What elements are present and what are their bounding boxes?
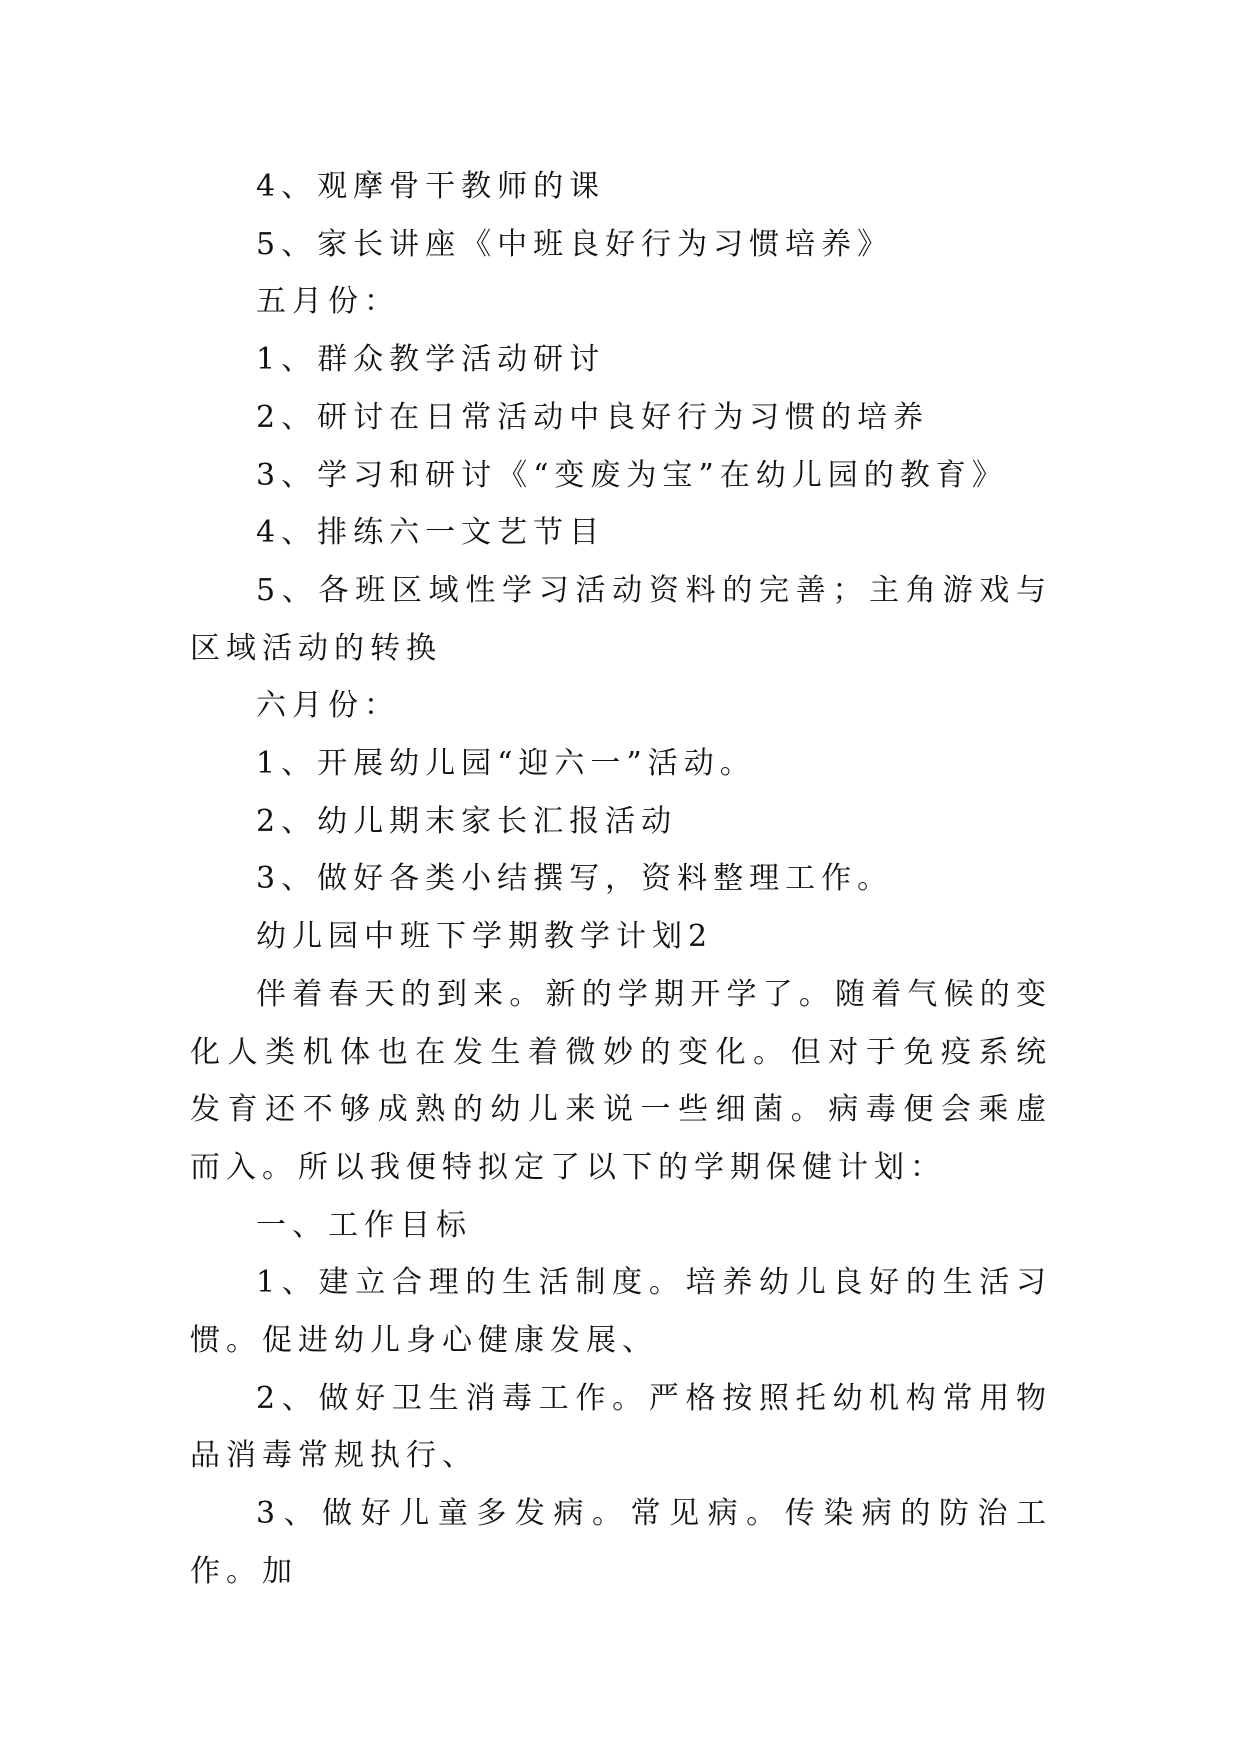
goal-item: 1、建立合理的生活制度。培养幼儿良好的生活习惯。促进幼儿身心健康发展、	[190, 1265, 1052, 1359]
section-title: 幼儿园中班下学期教学计划2	[256, 919, 714, 955]
list-item: 2、幼儿期末家长汇报活动	[256, 803, 678, 839]
month-heading-may: 五月份：	[256, 284, 400, 320]
list-item: 1、开展幼儿园“迎六一”活动。	[256, 746, 756, 782]
goal-item: 2、做好卫生消毒工作。严格按照托幼机构常用物品消毒常规执行、	[190, 1380, 1052, 1474]
list-item: 4、排练六一文艺节目	[256, 515, 606, 551]
list-item: 3、做好各类小结撰写，资料整理工作。	[256, 861, 894, 897]
section-heading-goals: 一、工作目标	[256, 1207, 472, 1243]
list-item: 3、学习和研讨《“变废为宝”在幼儿园的教育》	[256, 457, 1008, 493]
list-item: 1、群众教学活动研讨	[256, 342, 606, 378]
document-body	[190, 158, 1052, 1601]
list-item: 5、各班区域性学习活动资料的完善；主角游戏与区域活动的转换	[190, 572, 1052, 666]
list-item-may-5: 5、家长讲座《中班良好行为习惯培养》	[256, 226, 894, 262]
goal-item: 3、做好儿童多发病。常见病。传染病的防治工作。加	[190, 1496, 1052, 1589]
intro-paragraph: 伴着春天的到来。新的学期开学了。随着气候的变化人类机体也在发生着微妙的变化。但对于免疫系统发育还不够成熟的幼儿来说一些细菌。病毒便会乘虚而入。所以我便特拟定了以下的学期保健计划：	[190, 976, 1052, 1185]
month-heading-june: 六月份：	[256, 688, 400, 724]
list-item: 2、研讨在日常活动中良好行为习惯的培养	[256, 399, 930, 435]
list-item-may-4: 4、观摩骨干教师的课	[256, 169, 606, 204]
